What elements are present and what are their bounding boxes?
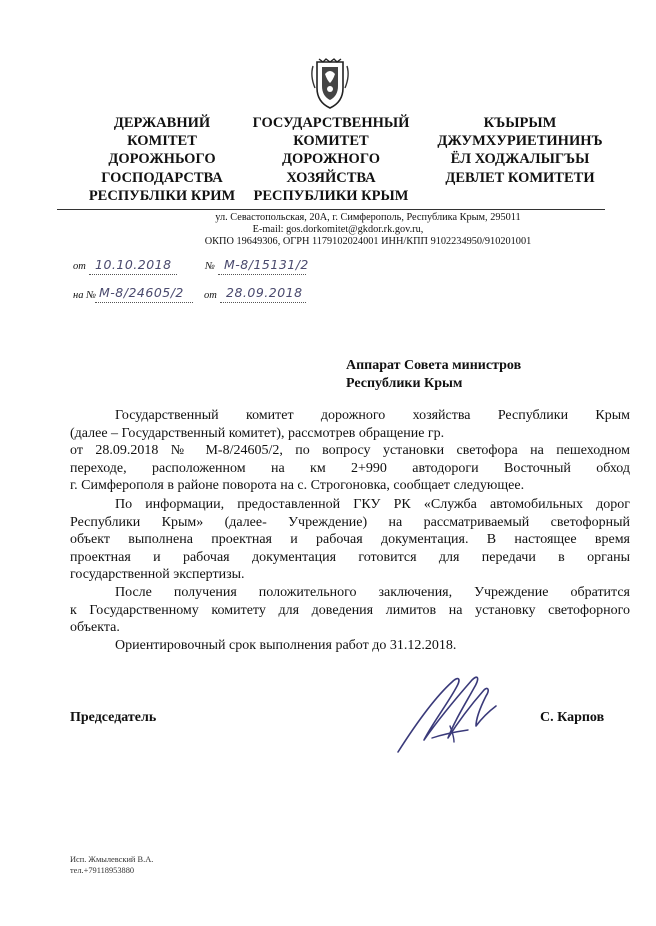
- header-divider: [57, 209, 605, 210]
- header-right-line-3: ЁЛ ХОДЖАЛЫГЪЫ: [450, 151, 590, 168]
- paragraph-1-line-1: Государственный комитет дорожного хозяйства Республики Крым: [115, 408, 630, 423]
- paragraph-3-line-1: После получения положительного заключения, Учреждение обратится: [115, 585, 630, 600]
- ref-outgoing-number-line: [218, 274, 306, 275]
- header-center-line-4: ХОЗЯЙСТВА: [286, 169, 376, 186]
- paragraph-2-line-4: проектная и рабочая документация готовится для передачи в органы: [70, 549, 630, 565]
- header-center-line-5: РЕСПУБЛИКИ КРЫМ: [253, 187, 409, 204]
- body-paragraph-2: [70, 496, 630, 584]
- body-paragraph-3: [70, 584, 630, 637]
- signatory-position: Председатель: [70, 710, 157, 725]
- header-right-line-1: КЪЫРЫМ: [483, 115, 557, 131]
- address-line-1: ул. Севастопольская, 20А, г. Симферополь, Республика Крым, 295011: [215, 212, 521, 223]
- ref-incoming-number: М-8/24605/2: [99, 285, 184, 300]
- recipient-line-2: Республики Крым: [346, 376, 463, 391]
- ref-incoming-date: 28.09.2018: [226, 285, 303, 300]
- header-crimean-tatar: [415, 114, 625, 187]
- coat-of-arms-emblem: [309, 58, 351, 110]
- paragraph-1-line-2: (далее – Государственный комитет), рассмотрев обращение гр.: [70, 425, 445, 441]
- header-ukrainian: [74, 114, 250, 205]
- ref-no-label: №: [205, 261, 215, 272]
- header-left-line-5: РЕСПУБЛІКИ КРИМ: [88, 187, 236, 204]
- recipient-line-1: Аппарат Совета министров: [346, 358, 522, 373]
- paragraph-2-line-3: объект выполнена проектная и рабочая документация. В настоящее время: [70, 532, 630, 548]
- header-center-line-3: ДОРОЖНОГО: [282, 151, 380, 168]
- address-email: E-mail: gos.dorkomitet@gkdor.rk.gov.ru,: [252, 224, 424, 235]
- handwritten-signature: [392, 660, 512, 760]
- paragraph-1-line-3: от 28.09.2018 № М-8/24605/2, по вопросу установки светофора на пешеходном: [70, 443, 630, 459]
- header-left-line-2: КОМІТЕТ: [127, 133, 197, 150]
- paragraph-1-line-5: г. Симферополя в районе поворота на с. Строгоновка, сообщает следующее.: [70, 478, 525, 494]
- paragraph-4-line-1: Ориентировочный срок выполнения работ до 31.12.2018.: [115, 638, 457, 653]
- executor-phone: тел.+79118953880: [70, 866, 135, 875]
- paragraph-2-line-2: Республики Крым» (далее- Учреждение) на рассматриваемый светофорный: [70, 514, 630, 530]
- body-paragraph-1: [70, 407, 630, 495]
- ref-incoming-date-line: [220, 302, 306, 303]
- paragraph-2-line-1: По информации, предоставленной ГКУ РК «Служба автомобильных дорог: [115, 497, 630, 512]
- address-registration: ОКПО 19649306, ОГРН 1179102024001 ИНН/КПП 9102234950/910201001: [204, 236, 532, 247]
- header-left-line-1: ДЕРЖАВНИЙ: [113, 115, 211, 131]
- paragraph-3-line-2: к Государственному комитету для доведения лимитов на установку светофорного: [70, 602, 630, 618]
- signatory-name: С. Карпов: [540, 710, 605, 725]
- header-russian: [243, 114, 419, 205]
- body-paragraph-4: [70, 637, 630, 655]
- ref-outgoing-number: М-8/15131/2: [224, 257, 309, 272]
- header-center-line-1: ГОСУДАРСТВЕННЫЙ: [252, 115, 410, 131]
- header-right-line-4: ДЕВЛЕТ КОМИТЕТИ: [445, 169, 595, 186]
- ref-from-date: 10.10.2018: [95, 257, 172, 272]
- ref-from-date-line: [89, 274, 177, 275]
- header-right-line-2: ДЖУМХУРИЕТИНИНЪ: [437, 133, 603, 150]
- header-center-line-2: КОМИТЕТ: [293, 133, 369, 150]
- ref-incoming-number-line: [95, 302, 193, 303]
- paragraph-3-line-3: объекта.: [70, 620, 120, 636]
- executor-name: Исп. Жмылевский В.А.: [70, 855, 154, 864]
- header-left-line-4: ГОСПОДАРСТВА: [101, 169, 223, 186]
- ref-to-from-label: от: [204, 290, 217, 301]
- ref-to-label: на №: [73, 290, 96, 301]
- header-left-line-3: ДОРОЖНЬОГО: [108, 151, 216, 168]
- paragraph-2-line-5: государственной экспертизы.: [70, 567, 245, 583]
- paragraph-1-line-4: переходе, расположенном на км 2+990 автодороги Восточный обход: [70, 460, 630, 476]
- ref-from-label: от: [73, 261, 86, 272]
